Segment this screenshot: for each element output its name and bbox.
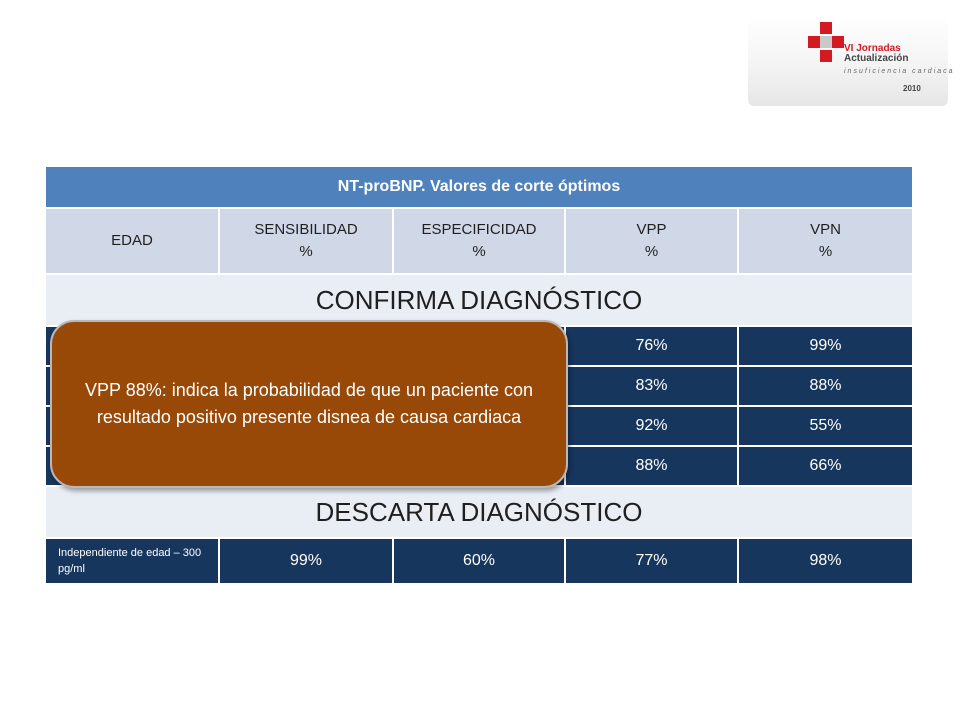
event-logo — [748, 14, 955, 106]
cell-edad: Independiente de edad – 300 pg/ml — [46, 539, 220, 583]
header-sensibilidad: SENSIBILIDAD % — [220, 209, 394, 273]
table-title: NT-proBNP. Valores de corte óptimos — [46, 167, 912, 209]
cell-vpp: 83% — [566, 367, 739, 405]
cell-vpp: 92% — [566, 407, 739, 445]
section-confirma: CONFIRMA DIAGNÓSTICO — [46, 275, 912, 327]
cell-especificidad: 60% — [394, 539, 566, 583]
header-edad: EDAD — [46, 209, 220, 273]
vpp-explanation-callout — [50, 320, 568, 488]
cell-vpp: 76% — [566, 327, 739, 365]
cell-vpn: 99% — [809, 337, 842, 354]
callout-text: VPP 88%: indica la probabilidad de que un paciente con resultado positivo presente disnea de causa cardiaca — [85, 380, 533, 427]
logo-line-1: VI Jornadas — [844, 43, 901, 54]
cell-vpp: 88% — [566, 447, 739, 485]
table-row — [46, 539, 912, 583]
cell-vpp: 77% — [566, 539, 739, 583]
section-descarta: DESCARTA DIAGNÓSTICO — [46, 487, 912, 539]
table-header-row — [46, 209, 912, 275]
cell-vpn: 66% — [809, 457, 842, 474]
header-especificidad: ESPECIFICIDAD % — [394, 209, 566, 273]
logo-line-2: Actualización — [844, 53, 909, 64]
cell-vpn: 55% — [809, 417, 842, 434]
header-vpp: VPP % — [566, 209, 739, 273]
logo-cross-icon — [806, 22, 846, 64]
cell-vpn: 88% — [809, 377, 842, 394]
header-vpn: VPN % — [810, 221, 841, 260]
cell-vpn: 98% — [809, 552, 842, 569]
logo-line-3: insuficiencia cardiaca — [844, 68, 955, 75]
cell-sensibilidad: 99% — [220, 539, 394, 583]
logo-year: 2010 — [903, 84, 921, 93]
